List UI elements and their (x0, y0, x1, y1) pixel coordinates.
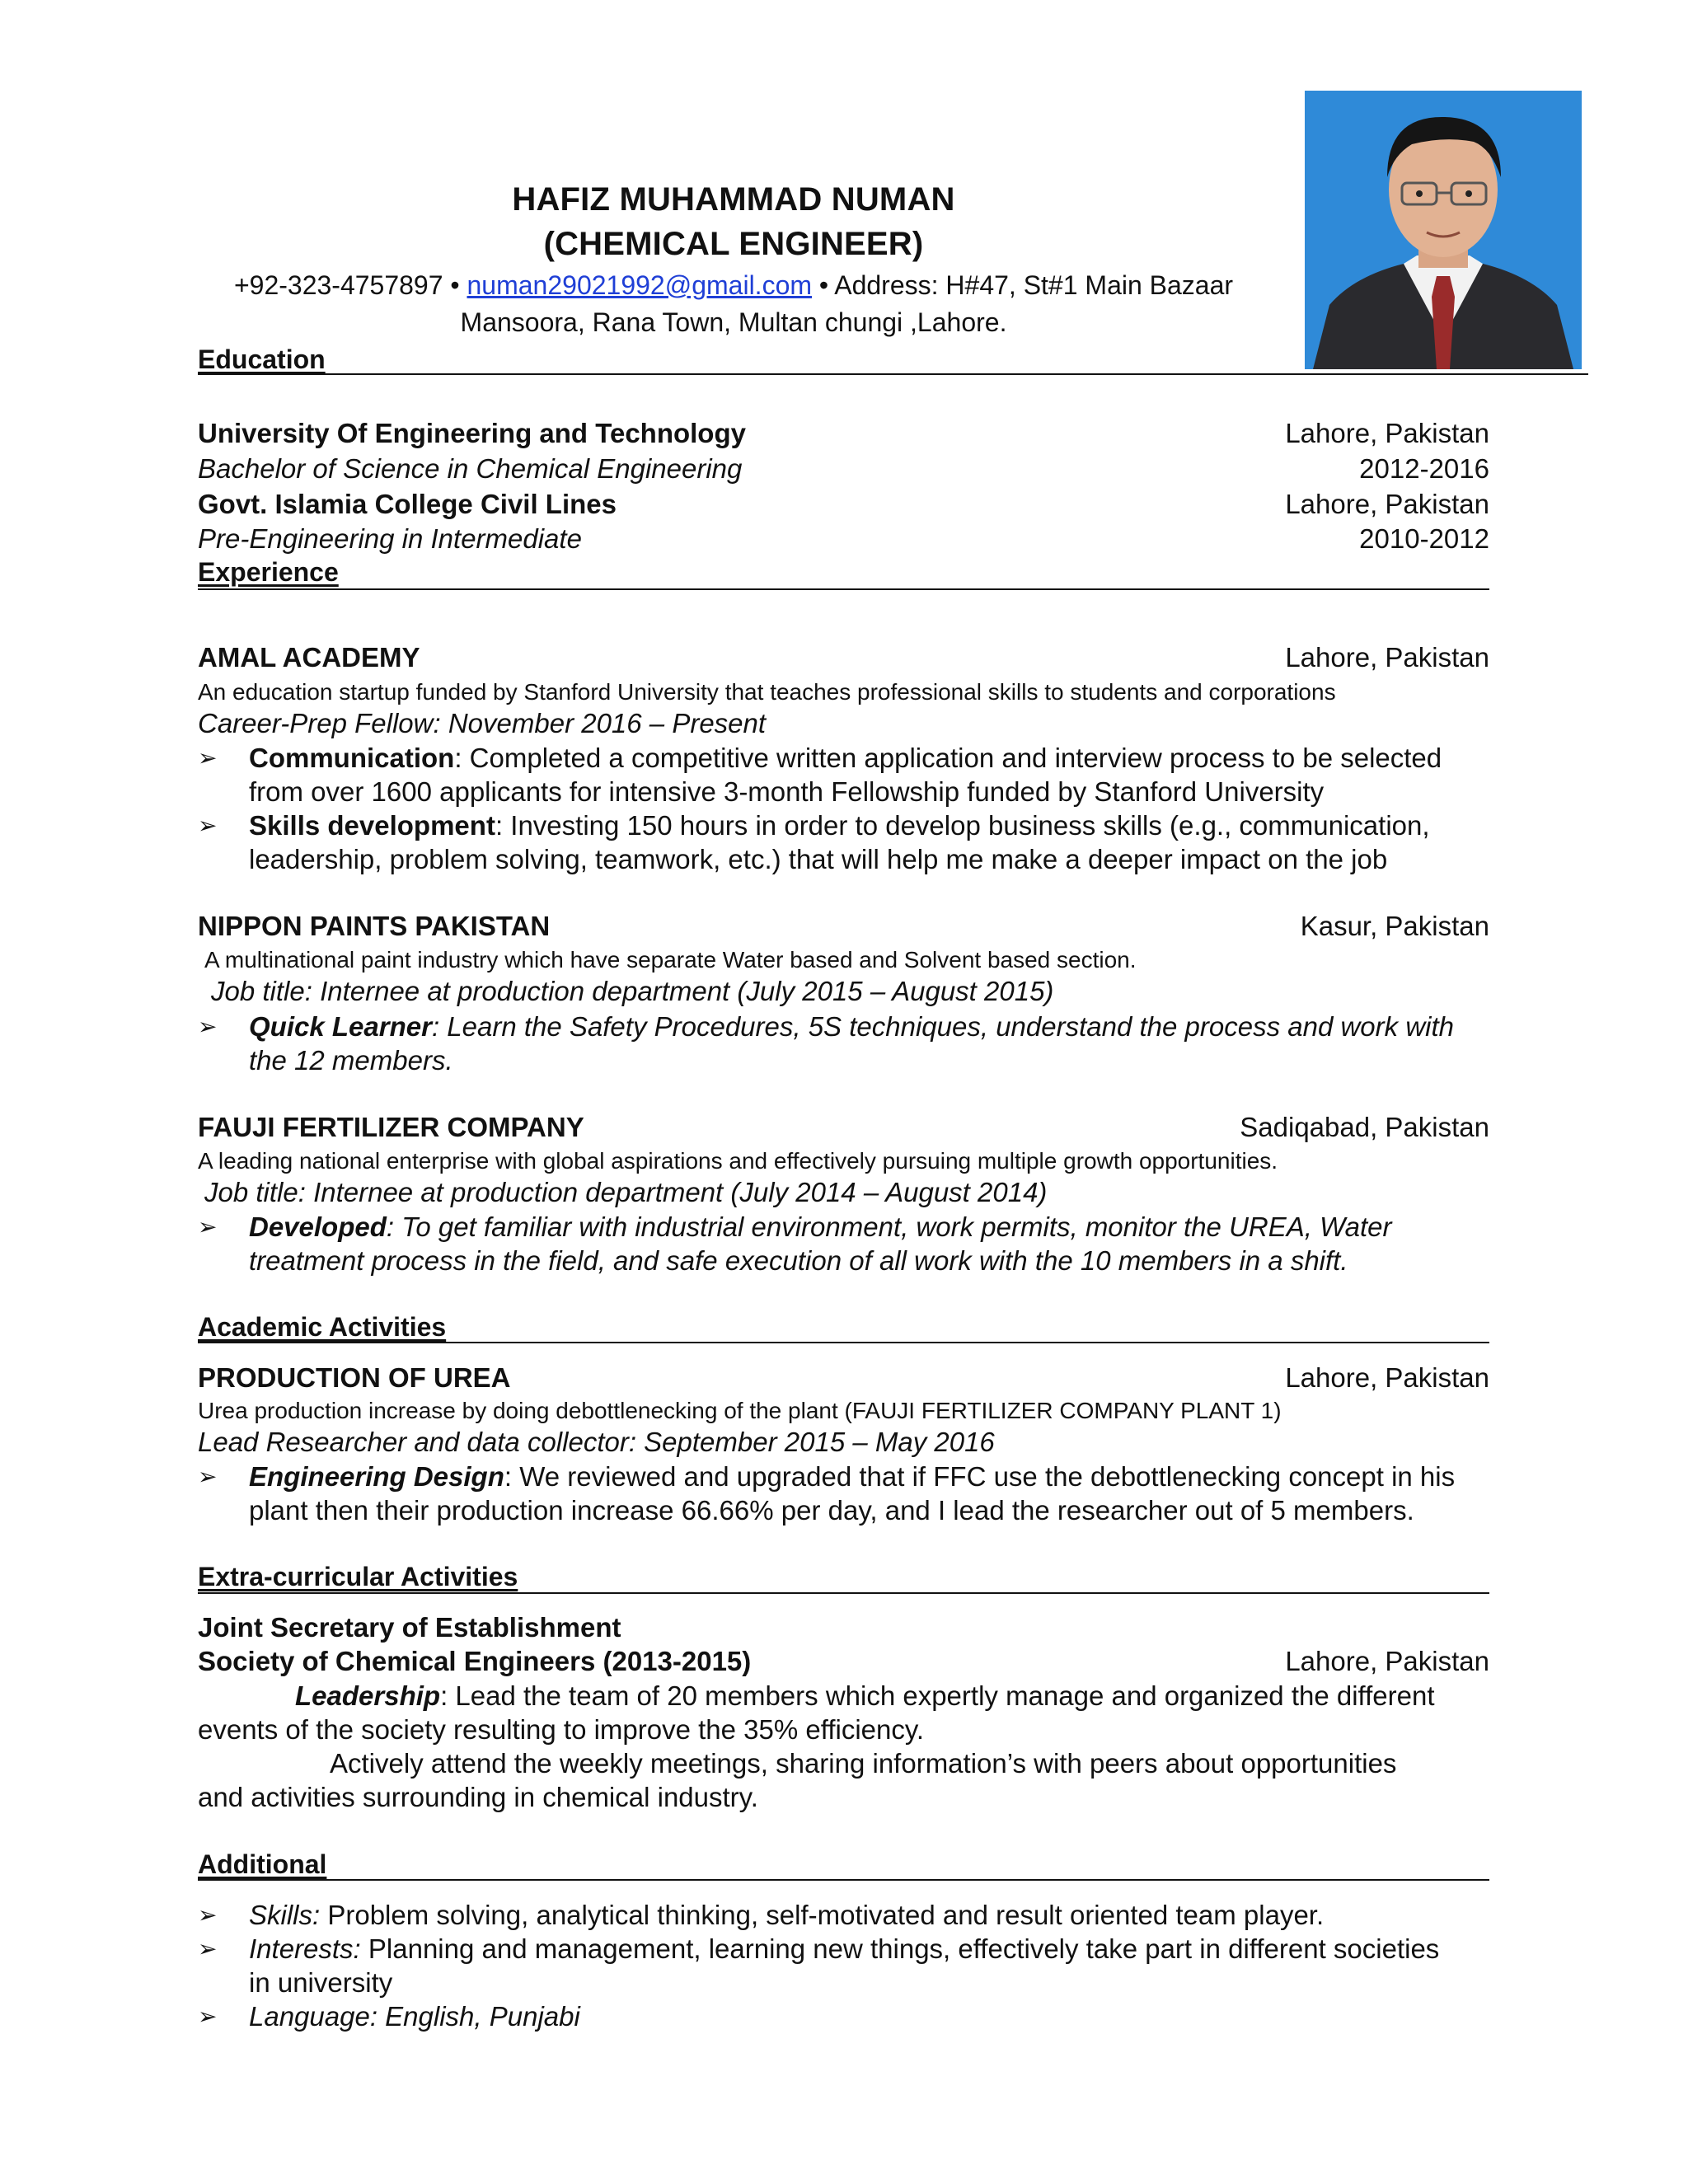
bullet-label: Skills development (249, 810, 495, 841)
profile-photo (1305, 91, 1582, 369)
divider (198, 1879, 1489, 1881)
address-line-2: Mansoora, Rana Town, Multan chungi ,Lahore. (460, 307, 1007, 337)
project-description: Urea production increase by doing debottlenecking of the plant (FAUJI FERTILIZER COMPANY PLANT 1) (198, 1398, 1282, 1423)
bullet-label: Skills: (249, 1900, 321, 1930)
role-line: Job title: Internee at production department (July 2014 – August 2014) (204, 1177, 1048, 1207)
address-line-1: • Address: H#47, St#1 Main Bazaar (818, 270, 1234, 300)
position-title: Joint Secretary of Establishment (198, 1612, 621, 1643)
bullet-arrow-icon: ➢ (198, 745, 218, 771)
section-heading-additional: Additional (198, 1849, 327, 1879)
bullet-text: treatment process in the field, and safe execution of all work with the 10 members in a shift. (249, 1245, 1348, 1276)
org-description: An education startup funded by Stanford University that teaches professional skills to students and corporations (198, 679, 1336, 705)
org-location: Sadiqabad, Pakistan (1240, 1112, 1489, 1142)
bullet-text: in university (249, 1967, 393, 1998)
bullet-arrow-icon: ➢ (198, 1936, 218, 1961)
project-name: PRODUCTION OF UREA (198, 1362, 511, 1393)
bullet-arrow-icon: ➢ (198, 1214, 218, 1240)
education-row (198, 452, 1489, 485)
bullet-text: : Learn the Safety Procedures, 5S techniques, understand the process and work with (431, 1011, 1454, 1042)
education-row (198, 523, 1489, 555)
bullet-text: : We reviewed and upgraded that if FFC use the debottlenecking concept in his (504, 1461, 1456, 1492)
bullet-text: Problem solving, analytical thinking, self-motivated and result oriented team player. (320, 1900, 1325, 1930)
candidate-title: (CHEMICAL ENGINEER) (543, 226, 924, 262)
experience-row (198, 910, 1489, 943)
school-location: Lahore, Pakistan (1285, 489, 1489, 519)
bullet-text: Planning and management, learning new things, effectively take part in different societies (360, 1933, 1440, 1964)
org-location: Kasur, Pakistan (1300, 911, 1489, 941)
leadership-paragraph (198, 1679, 1489, 1746)
org-name: NIPPON PAINTS PAKISTAN (198, 911, 551, 941)
experience-row (198, 641, 1489, 674)
contact-line (198, 270, 1269, 301)
leadership-label: Leadership (295, 1680, 441, 1711)
activity-paragraph (198, 1746, 1489, 1814)
bullet-label: Developed (249, 1212, 387, 1242)
bullet-text: : Completed a competitive written application and interview process to be selected (454, 743, 1442, 773)
role-line: Job title: Internee at production department (July 2015 – August 2015) (211, 976, 1054, 1006)
bullet-label: Interests: (249, 1933, 361, 1964)
divider (198, 373, 1588, 375)
org-name: AMAL ACADEMY (198, 642, 420, 673)
experience-row (198, 1111, 1489, 1144)
email-link[interactable]: numan29021992@gmail.com (467, 270, 813, 300)
section-heading-education: Education (198, 344, 326, 374)
bullet-arrow-icon: ➢ (198, 1464, 218, 1489)
bullet-arrow-icon: ➢ (198, 2004, 218, 2029)
section-heading-experience: Experience (198, 557, 339, 587)
bullet-text: from over 1600 applicants for intensive 3-month Fellowship funded by Stanford University (249, 776, 1325, 807)
education-row (198, 417, 1489, 450)
divider (198, 588, 1489, 590)
section-heading-extracurricular: Extra-curricular Activities (198, 1562, 518, 1591)
education-row (198, 488, 1489, 521)
bullet-text: plant then their production increase 66.66% per day, and I lead the researcher out of 5 members. (249, 1495, 1414, 1526)
society-location: Lahore, Pakistan (1285, 1646, 1489, 1676)
candidate-name: HAFIZ MUHAMMAD NUMAN (512, 181, 955, 218)
role-line: Career-Prep Fellow: November 2016 – Present (198, 708, 767, 738)
org-description: A leading national enterprise with global aspirations and effectively pursuing multiple growth opportunities. (198, 1148, 1278, 1174)
leadership-text: : Lead the team of 20 members which expertly manage and organized the different (440, 1680, 1435, 1711)
school-name: Govt. Islamia College Civil Lines (198, 489, 617, 519)
academic-row (198, 1361, 1489, 1394)
org-location: Lahore, Pakistan (1285, 642, 1489, 673)
years: 2012-2016 (1359, 453, 1489, 484)
role-line: Lead Researcher and data collector: September 2015 – May 2016 (198, 1427, 995, 1457)
bullet-label: Engineering Design (249, 1461, 504, 1492)
section-heading-academic: Academic Activities (198, 1312, 447, 1342)
bullet-text: the 12 members. (249, 1045, 453, 1076)
divider (198, 1592, 1489, 1594)
school-location: Lahore, Pakistan (1285, 418, 1489, 448)
bullet-label: Quick Learner (249, 1011, 432, 1042)
activity-text: Actively attend the weekly meetings, sharing information’s with peers about opportunities (330, 1748, 1397, 1779)
degree: Pre-Engineering in Intermediate (198, 523, 582, 554)
org-name: FAUJI FERTILIZER COMPANY (198, 1112, 584, 1142)
school-name: University Of Engineering and Technology (198, 418, 746, 448)
org-description: A multinational paint industry which have separate Water based and Solvent based section. (204, 947, 1137, 972)
society-name: Society of Chemical Engineers (2013-2015) (198, 1646, 752, 1676)
bullet-arrow-icon: ➢ (198, 1014, 218, 1039)
leadership-text: events of the society resulting to improve the 35% efficiency. (198, 1714, 925, 1745)
years: 2010-2012 (1359, 523, 1489, 554)
bullet-arrow-icon: ➢ (198, 1902, 218, 1928)
extra-row (198, 1611, 1489, 1644)
phone-number: +92-323-4757897 • (233, 270, 460, 300)
degree: Bachelor of Science in Chemical Engineering (198, 453, 743, 484)
bullet-label: Communication (249, 743, 455, 773)
bullet-text: leadership, problem solving, teamwork, etc.) that will help me make a deeper impact on the job (249, 844, 1388, 874)
extra-row (198, 1645, 1489, 1678)
bullet-arrow-icon: ➢ (198, 813, 218, 838)
divider (198, 1342, 1489, 1343)
activity-text: and activities surrounding in chemical industry. (198, 1782, 758, 1812)
bullet-text: : To get familiar with industrial environment, work permits, monitor the UREA, Water (386, 1212, 1392, 1242)
project-location: Lahore, Pakistan (1285, 1362, 1489, 1393)
bullet-text: Language: English, Punjabi (249, 2001, 580, 2032)
bullet-text: : Investing 150 hours in order to develop business skills (e.g., communication, (495, 810, 1430, 841)
